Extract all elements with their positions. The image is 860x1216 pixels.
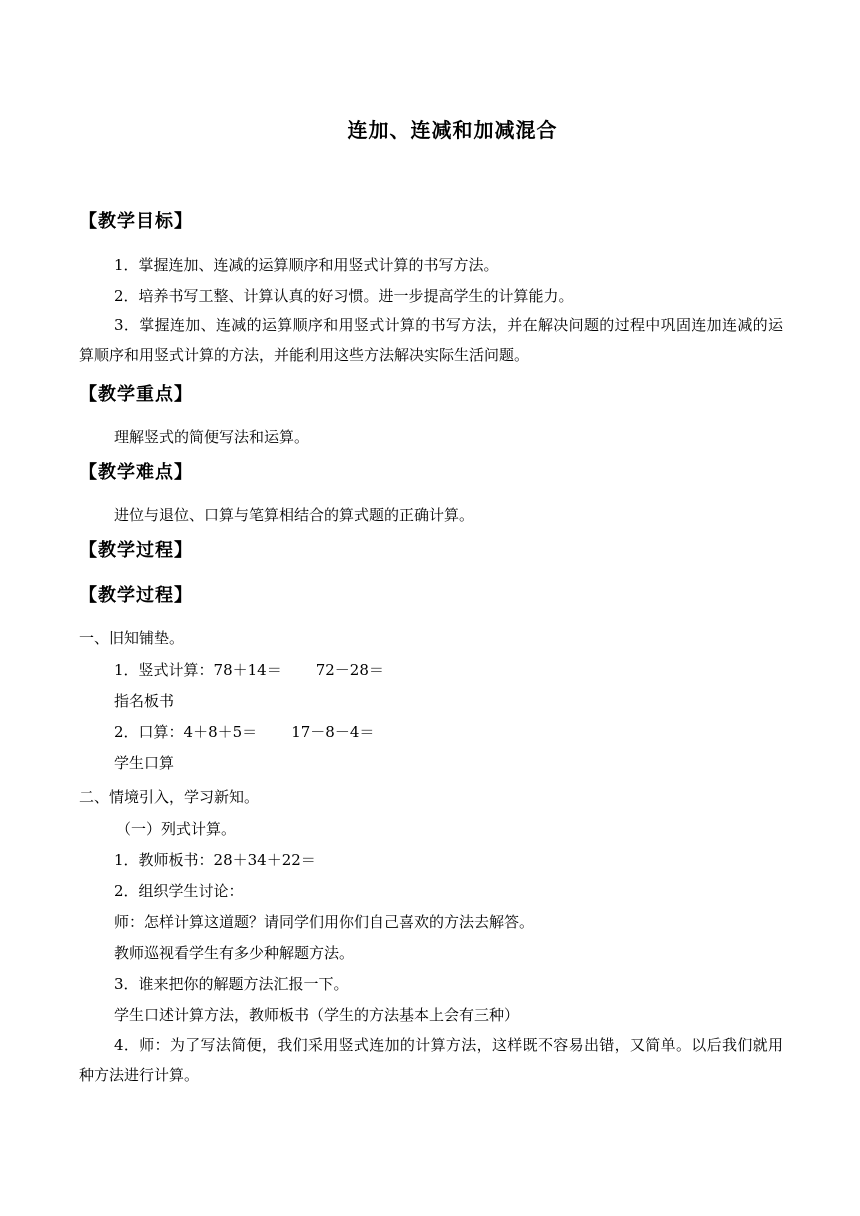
- part2-title: 二、情境引入，学习新知。: [79, 788, 260, 806]
- part2-observe-line: 教师巡视看学生有多少种解题方法。: [114, 944, 355, 962]
- part2-item2: 2．组织学生讨论：: [114, 882, 244, 900]
- difficulties-text: 进位与退位、口算与笔算相结合的算式题的正确计算。: [114, 506, 475, 524]
- part1-item2-expr-b: 17－8－4＝: [291, 723, 375, 741]
- key-points-heading: 【教学重点】: [79, 384, 193, 405]
- part1-item1-expr-b: 72－28＝: [315, 661, 384, 679]
- part1-item1: [114, 659, 384, 680]
- part2-item4: 4．师：为了写法简便，我们采用竖式连加的计算方法，这样既不容易出错，又简单。以后我们就用种方法进行计算。: [79, 1036, 783, 1084]
- part1-item2: [114, 721, 374, 742]
- part2-report-line: 学生口述计算方法，教师板书（学生的方法基本上会有三种）: [114, 1006, 520, 1024]
- part1-item1-expr-a: 1．竖式计算：78＋14＝: [114, 661, 282, 679]
- key-points-text: 理解竖式的简便写法和运算。: [114, 428, 310, 446]
- objectives-heading: 【教学目标】: [79, 211, 193, 232]
- part1-title: 一、旧知铺垫。: [79, 629, 185, 647]
- part2-item3: 3．谁来把你的解题方法汇报一下。: [114, 975, 349, 993]
- part1-item2-expr-a: 2．口算：4＋8＋5＝: [114, 723, 258, 741]
- part1-note1: 指名板书: [114, 692, 175, 710]
- process-heading-2: 【教学过程】: [79, 585, 193, 606]
- difficulties-heading: 【教学难点】: [79, 462, 193, 483]
- part2-subsection-1: （一）列式计算。: [116, 820, 237, 838]
- part2-teacher-line: 师：怎样计算这道题？请同学们用你们自己喜欢的方法去解答。: [114, 913, 535, 931]
- objective-item-1: 1．掌握连加、连减的运算顺序和用竖式计算的书写方法。: [114, 256, 499, 274]
- document-title: 连加、连减和加减混合: [347, 118, 558, 142]
- process-heading-1: 【教学过程】: [79, 540, 193, 561]
- part1-note2: 学生口算: [114, 754, 175, 772]
- part2-item1: 1．教师板书：28＋34＋22＝: [114, 851, 316, 869]
- objective-item-3: 3．掌握连加、连减的运算顺序和用竖式计算的书写方法，并在解决问题的过程中巩固连加连减的运算顺序和用竖式计算的方法，并能利用这些方法解决实际生活问题。: [79, 316, 783, 364]
- objective-item-2: 2．培养书写工整、计算认真的好习惯。进一步提高学生的计算能力。: [114, 287, 574, 305]
